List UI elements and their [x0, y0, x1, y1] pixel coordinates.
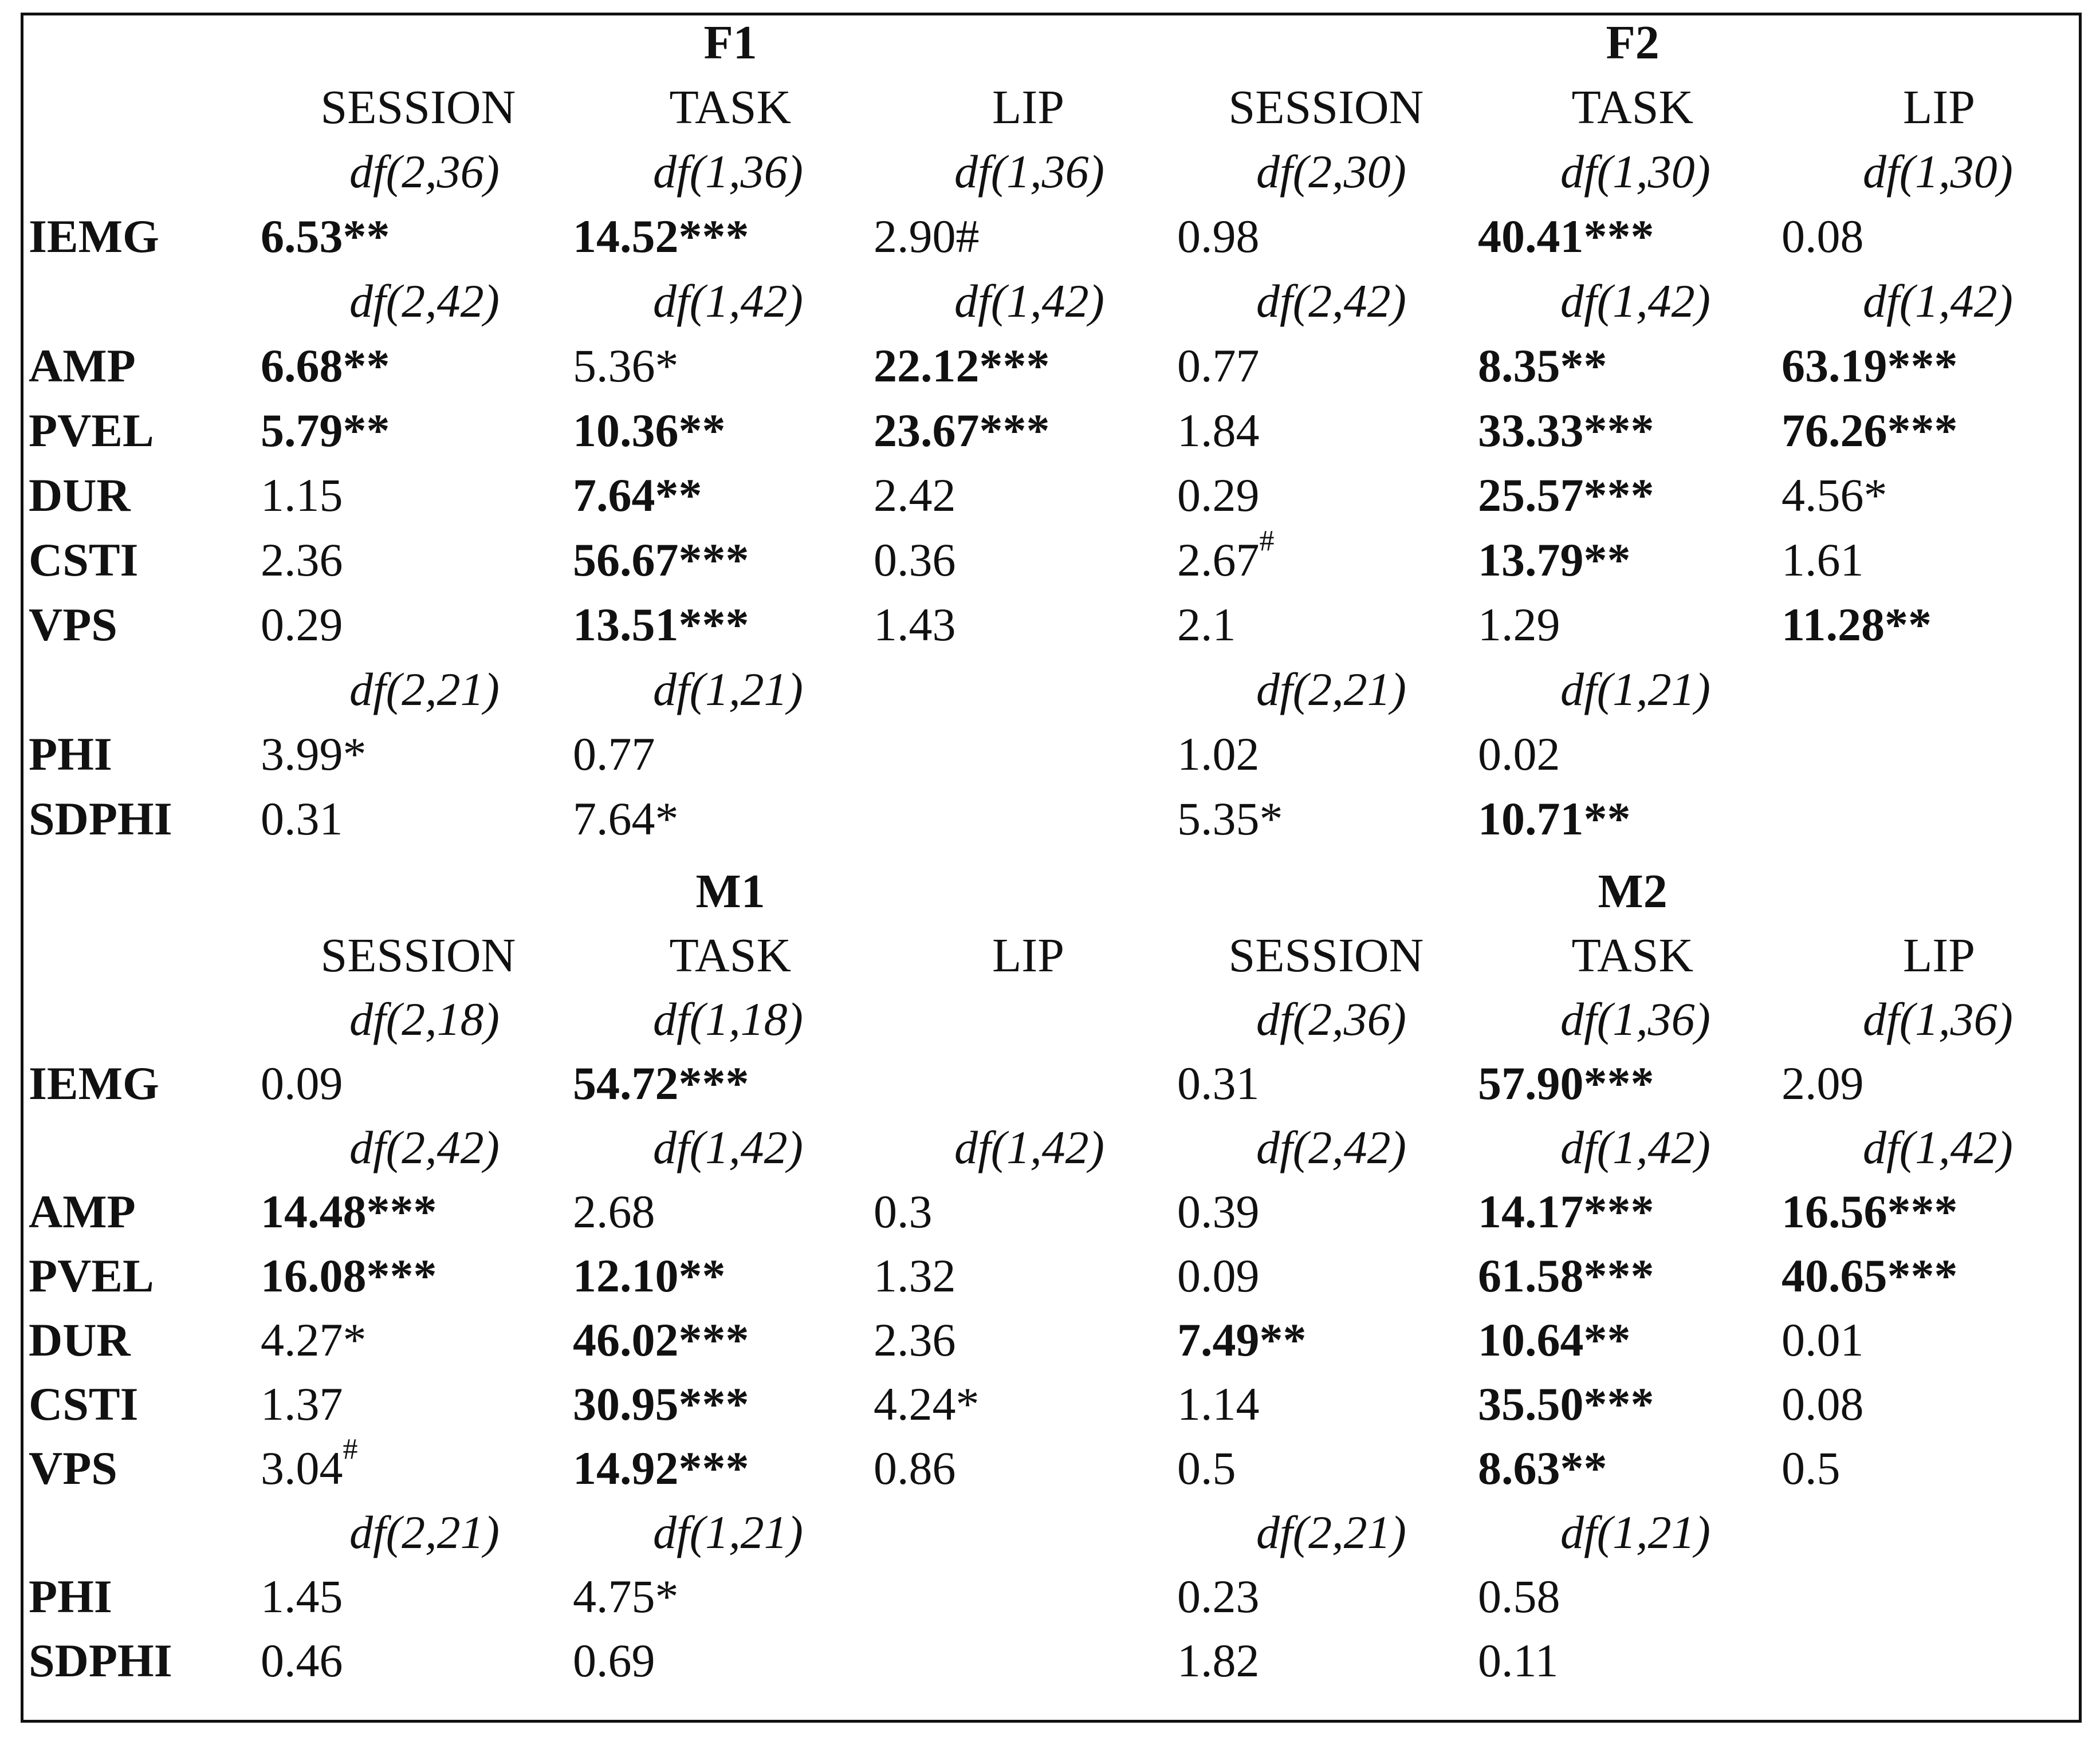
- row-label: AMP: [29, 340, 136, 392]
- value-cell: [261, 1314, 367, 1366]
- value-text: 1.15: [261, 469, 343, 521]
- column-header: TASK: [669, 81, 792, 134]
- value-text: 0.23: [1177, 1570, 1260, 1622]
- value-cell: [1177, 793, 1283, 845]
- value-text: 25.57***: [1478, 469, 1654, 521]
- value-cell: [874, 598, 956, 651]
- row-label: VPS: [29, 598, 117, 651]
- value-text: 56.67***: [573, 534, 749, 586]
- value-cell: [874, 1250, 956, 1302]
- value-cell: [573, 1185, 655, 1238]
- value-text: 1.14: [1177, 1378, 1260, 1430]
- df-cell: df(1,21): [653, 663, 803, 715]
- df-cell: df(2,21): [1256, 1506, 1406, 1558]
- value-cell: [1782, 404, 1958, 456]
- column-header: TASK: [669, 929, 792, 982]
- row-label: CSTI: [29, 534, 139, 586]
- row-label: DUR: [29, 1314, 131, 1366]
- value-cell: [1782, 1314, 1864, 1366]
- value-text: 46.02***: [573, 1314, 749, 1366]
- value-cell: [261, 1634, 343, 1687]
- value-cell: [1782, 1250, 1958, 1302]
- df-cell: df(1,42): [653, 1121, 803, 1173]
- df-cell: df(2,21): [349, 1506, 500, 1558]
- value-text: 0.3: [874, 1185, 933, 1238]
- column-header: LIP: [1903, 81, 1975, 134]
- value-text: 0.77: [1177, 340, 1260, 392]
- value-text: 0.01: [1782, 1314, 1864, 1366]
- column-header: SESSION: [1228, 81, 1424, 134]
- value-text: 0.08: [1782, 1378, 1864, 1430]
- df-cell: df(1,42): [1560, 275, 1710, 327]
- value-cell: [1782, 340, 1958, 392]
- value-text: 0.5: [1782, 1442, 1841, 1494]
- value-cell: [261, 793, 343, 845]
- value-text: 0.08: [1782, 210, 1864, 262]
- value-cell: [261, 404, 390, 456]
- value-cell: [573, 793, 679, 845]
- value-text: 1.02: [1177, 728, 1260, 780]
- value-text: 0.86: [874, 1442, 956, 1494]
- value-cell: [874, 340, 1050, 392]
- value-cell: [261, 210, 390, 262]
- df-cell: df(1,30): [1560, 145, 1710, 198]
- df-cell: df(2,42): [349, 1121, 500, 1173]
- value-text: 54.72***: [573, 1057, 749, 1109]
- value-cell: [573, 728, 655, 780]
- value-cell: [1177, 1378, 1260, 1430]
- value-cell: [261, 1185, 437, 1238]
- value-text: 2.36: [874, 1314, 956, 1366]
- value-cell: [1782, 1442, 1841, 1494]
- value-text: 13.51***: [573, 598, 749, 651]
- row-label: IEMG: [29, 210, 159, 262]
- value-text: 0.77: [573, 728, 655, 780]
- value-cell: [261, 728, 367, 780]
- value-text: 7.64**: [573, 469, 702, 521]
- value-text: 5.36*: [573, 340, 679, 392]
- column-header: LIP: [992, 929, 1064, 982]
- value-cell: [261, 340, 390, 392]
- value-text: 11.28**: [1782, 598, 1932, 651]
- df-cell: df(2,21): [1256, 663, 1406, 715]
- value-cell: [1478, 534, 1631, 586]
- df-cell: df(2,30): [1256, 145, 1406, 198]
- value-cell: [1478, 1634, 1559, 1687]
- value-text: 2.36: [261, 534, 343, 586]
- df-cell: df(2,18): [349, 993, 500, 1045]
- value-text: 2.09: [1782, 1057, 1864, 1109]
- value-text: 0.09: [1177, 1250, 1260, 1302]
- value-text: 0.09: [261, 1057, 343, 1109]
- value-text: 0.29: [1177, 469, 1260, 521]
- value-cell: [1478, 728, 1560, 780]
- df-cell: df(2,42): [349, 275, 500, 327]
- value-cell: [1478, 1314, 1631, 1366]
- value-text: 2.67: [1177, 534, 1260, 586]
- value-text: 4.24*: [874, 1378, 980, 1430]
- value-cell: [573, 1442, 749, 1494]
- df-cell: df(1,42): [653, 275, 803, 327]
- value-text: 14.92***: [573, 1442, 749, 1494]
- value-cell: [261, 534, 343, 586]
- df-cell: df(2,36): [1256, 993, 1406, 1045]
- value-text: 61.58***: [1478, 1250, 1654, 1302]
- value-cell: [1478, 598, 1560, 651]
- column-header: SESSION: [320, 81, 516, 134]
- value-text: 0.31: [261, 793, 343, 845]
- column-header: SESSION: [1228, 929, 1424, 982]
- value-cell: [1177, 404, 1260, 456]
- df-cell: df(1,21): [1560, 663, 1710, 715]
- value-text: 0.58: [1478, 1570, 1560, 1622]
- value-text: 7.49**: [1177, 1314, 1307, 1366]
- value-text: 3.99*: [261, 728, 367, 780]
- group-label: M1: [695, 865, 765, 918]
- df-cell: df(1,42): [1560, 1121, 1710, 1173]
- value-cell: [261, 598, 343, 651]
- value-cell: [1478, 1442, 1607, 1494]
- value-text: 5.35*: [1177, 793, 1283, 845]
- value-text: 2.1: [1177, 598, 1236, 651]
- value-text: 1.84: [1177, 404, 1260, 456]
- value-text: 0.02: [1478, 728, 1560, 780]
- df-cell: df(1,42): [954, 1121, 1104, 1173]
- row-label: PVEL: [29, 404, 154, 456]
- value-cell: [573, 1378, 749, 1430]
- df-cell: df(1,36): [1560, 993, 1710, 1045]
- df-cell: df(1,42): [1863, 275, 2013, 327]
- df-cell: df(2,42): [1256, 1121, 1406, 1173]
- value-cell: [874, 210, 980, 262]
- value-cell: [1478, 210, 1654, 262]
- value-cell: [261, 1378, 343, 1430]
- value-cell: [261, 1057, 343, 1109]
- value-text: 4.27*: [261, 1314, 367, 1366]
- value-text: 40.65***: [1782, 1250, 1958, 1302]
- value-text: 4.75*: [573, 1570, 679, 1622]
- row-label: IEMG: [29, 1057, 159, 1109]
- value-text: 1.45: [261, 1570, 343, 1622]
- df-cell: df(1,36): [954, 145, 1104, 198]
- value-text: 4.56*: [1782, 469, 1887, 521]
- value-text: 0.39: [1177, 1185, 1260, 1238]
- df-cell: df(1,42): [1863, 1121, 2013, 1173]
- value-text: 35.50***: [1478, 1378, 1654, 1430]
- column-header: TASK: [1571, 929, 1694, 982]
- df-cell: df(1,42): [954, 275, 1104, 327]
- value-text: 0.5: [1177, 1442, 1236, 1494]
- column-header: TASK: [1571, 81, 1694, 134]
- df-cell: df(1,36): [653, 145, 803, 198]
- value-cell: [1478, 404, 1654, 456]
- value-text: 10.71**: [1478, 793, 1631, 845]
- value-cell: [261, 469, 343, 521]
- value-text: 76.26***: [1782, 404, 1958, 456]
- value-text: 1.82: [1177, 1634, 1260, 1687]
- superscript-mark: #: [343, 1432, 358, 1466]
- value-cell: [1177, 524, 1275, 586]
- row-label: PHI: [29, 1570, 112, 1622]
- row-label: VPS: [29, 1442, 117, 1494]
- df-cell: df(1,18): [653, 993, 803, 1045]
- value-cell: [874, 1314, 956, 1366]
- df-cell: df(2,36): [349, 145, 500, 198]
- column-header: LIP: [1903, 929, 1975, 982]
- value-text: 63.19***: [1782, 340, 1958, 392]
- value-cell: [573, 1570, 679, 1622]
- value-cell: [1177, 469, 1260, 521]
- df-cell: df(2,21): [349, 663, 500, 715]
- value-text: 0.98: [1177, 210, 1260, 262]
- value-text: 13.79**: [1478, 534, 1631, 586]
- value-cell: [1782, 1378, 1864, 1430]
- value-text: 2.42: [874, 469, 956, 521]
- value-text: 0.46: [261, 1634, 343, 1687]
- value-text: 2.68: [573, 1185, 655, 1238]
- value-text: 2.90#: [874, 210, 980, 262]
- df-cell: df(1,21): [1560, 1506, 1710, 1558]
- value-cell: [1177, 598, 1236, 651]
- value-text: 0.69: [573, 1634, 655, 1687]
- value-cell: [874, 469, 956, 521]
- row-label: DUR: [29, 469, 131, 521]
- value-cell: [1177, 1057, 1260, 1109]
- value-cell: [573, 1314, 749, 1366]
- value-cell: [1782, 469, 1887, 521]
- row-label: CSTI: [29, 1378, 139, 1430]
- value-text: 33.33***: [1478, 404, 1654, 456]
- value-cell: [573, 469, 702, 521]
- value-cell: [573, 534, 749, 586]
- value-text: 40.41***: [1478, 210, 1654, 262]
- value-cell: [1782, 1185, 1958, 1238]
- value-text: 5.79**: [261, 404, 390, 456]
- value-cell: [874, 534, 956, 586]
- value-text: 14.52***: [573, 210, 749, 262]
- row-label: PHI: [29, 728, 112, 780]
- group-label: F2: [1606, 16, 1659, 69]
- df-cell: df(1,30): [1863, 145, 2013, 198]
- superscript-mark: #: [1259, 524, 1275, 557]
- value-cell: [573, 1250, 726, 1302]
- value-cell: [1177, 1185, 1260, 1238]
- column-header: SESSION: [320, 929, 516, 982]
- value-text: 57.90***: [1478, 1057, 1654, 1109]
- value-cell: [874, 1378, 980, 1430]
- value-cell: [1177, 1250, 1260, 1302]
- value-text: 1.43: [874, 598, 956, 651]
- value-text: 0.36: [874, 534, 956, 586]
- value-text: 6.53**: [261, 210, 390, 262]
- value-text: 1.37: [261, 1378, 343, 1430]
- value-cell: [1177, 340, 1260, 392]
- df-cell: df(2,42): [1256, 275, 1406, 327]
- value-text: 14.48***: [261, 1185, 437, 1238]
- value-cell: [573, 404, 726, 456]
- value-cell: [1177, 1442, 1236, 1494]
- value-cell: [1177, 1634, 1260, 1687]
- value-cell: [1177, 1570, 1260, 1622]
- value-cell: [1782, 534, 1864, 586]
- value-text: 8.35**: [1478, 340, 1607, 392]
- value-text: 22.12***: [874, 340, 1050, 392]
- value-cell: [1478, 340, 1607, 392]
- value-cell: [1478, 1570, 1560, 1622]
- group-label: F1: [703, 16, 757, 69]
- df-cell: df(1,36): [1863, 993, 2013, 1045]
- value-cell: [573, 598, 749, 651]
- value-cell: [1177, 1314, 1307, 1366]
- value-cell: [573, 210, 749, 262]
- value-text: 16.56***: [1782, 1185, 1958, 1238]
- value-cell: [1478, 1378, 1654, 1430]
- value-cell: [573, 1057, 749, 1109]
- value-text: 1.32: [874, 1250, 956, 1302]
- value-cell: [573, 1634, 655, 1687]
- value-cell: [1478, 1250, 1654, 1302]
- value-cell: [1782, 598, 1932, 651]
- value-cell: [1478, 793, 1631, 845]
- value-text: 14.17***: [1478, 1185, 1654, 1238]
- value-cell: [261, 1250, 437, 1302]
- value-cell: [1478, 1185, 1654, 1238]
- value-cell: [573, 340, 679, 392]
- value-text: 3.04: [261, 1442, 343, 1494]
- value-text: 6.68**: [261, 340, 390, 392]
- value-cell: [1478, 469, 1654, 521]
- row-label: SDPHI: [29, 1634, 172, 1687]
- value-text: 0.31: [1177, 1057, 1260, 1109]
- column-header: LIP: [992, 81, 1064, 134]
- value-text: 7.64*: [573, 793, 679, 845]
- value-text: 16.08***: [261, 1250, 437, 1302]
- value-text: 12.10**: [573, 1250, 726, 1302]
- value-cell: [874, 1442, 956, 1494]
- group-label: M2: [1598, 865, 1668, 918]
- value-text: 1.61: [1782, 534, 1864, 586]
- value-text: 0.11: [1478, 1634, 1559, 1687]
- value-text: 10.64**: [1478, 1314, 1631, 1366]
- value-cell: [1782, 1057, 1864, 1109]
- value-text: 30.95***: [573, 1378, 749, 1430]
- value-cell: [1782, 210, 1864, 262]
- value-text: 0.29: [261, 598, 343, 651]
- row-label: PVEL: [29, 1250, 154, 1302]
- value-cell: [261, 1432, 358, 1494]
- value-cell: [874, 1185, 933, 1238]
- value-cell: [1177, 210, 1260, 262]
- value-cell: [874, 404, 1050, 456]
- value-text: 23.67***: [874, 404, 1050, 456]
- value-text: 1.29: [1478, 598, 1560, 651]
- value-cell: [261, 1570, 343, 1622]
- value-cell: [1177, 728, 1260, 780]
- row-label: SDPHI: [29, 793, 172, 845]
- value-cell: [1478, 1057, 1654, 1109]
- df-cell: df(1,21): [653, 1506, 803, 1558]
- value-text: 10.36**: [573, 404, 726, 456]
- row-label: AMP: [29, 1185, 136, 1238]
- value-text: 8.63**: [1478, 1442, 1607, 1494]
